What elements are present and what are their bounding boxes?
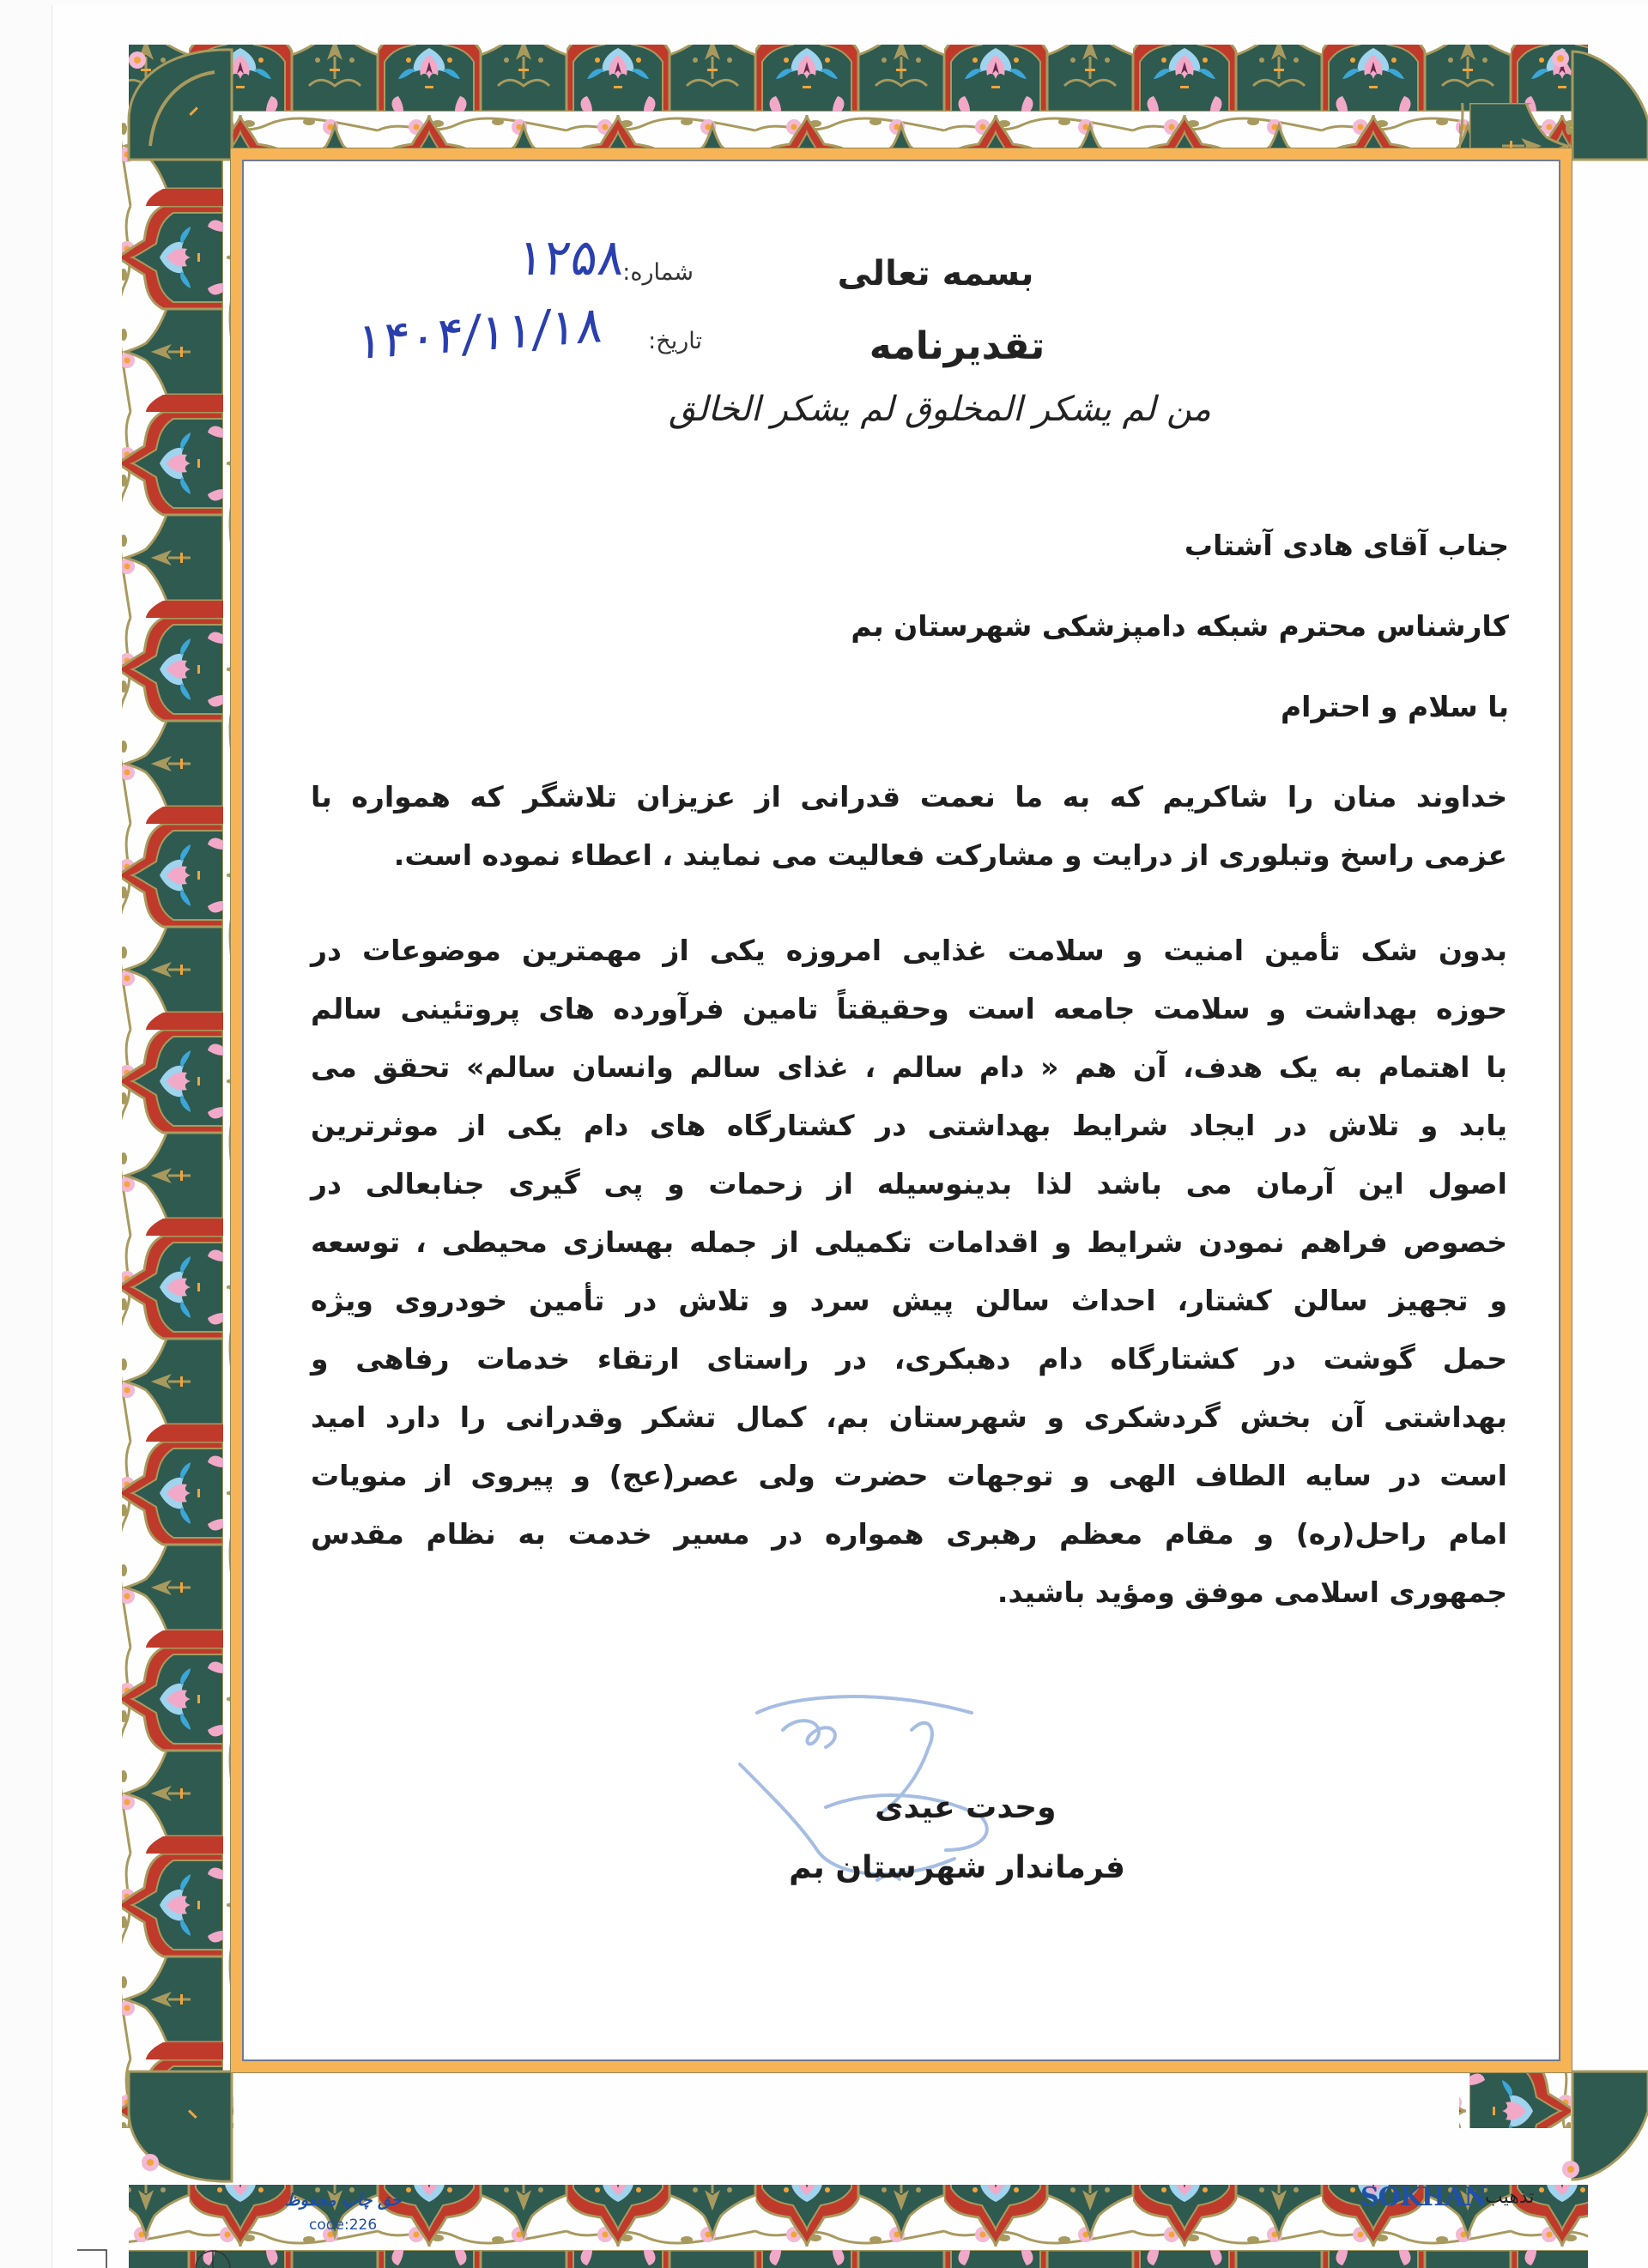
- paragraph-line: با اهتمام به یک هدف، آن هم « دام سالم ، غذای سالم وانسان سالم» تحقق می: [311, 1050, 1507, 1084]
- signatory-title: فرماندار شهرستان بم: [789, 1850, 1125, 1885]
- border-top: [129, 45, 1588, 156]
- paragraph-line: و تجهیز سالن کشتار، احداث سالن پیش سرد و تلاش در تأمین خودروی ویژه: [311, 1284, 1507, 1317]
- paragraph-line: جمهوری اسلامی موفق ومؤید باشید.: [997, 1576, 1507, 1609]
- date-value-handwritten: ۱۴۰۴/۱۱/۱۸: [354, 294, 606, 372]
- paragraph-line: یابد و تلاش در ایجاد شرایط بهداشتی در کشتارگاه های دام یکی از موثرترین: [311, 1109, 1507, 1142]
- paragraph-2: [311, 936, 1507, 1636]
- number-label: شماره:: [622, 259, 694, 286]
- copyright-notice: حق چاپ محفوظ: [285, 2191, 402, 2210]
- paragraph-1: [311, 780, 1507, 899]
- signatory-name: وحدت عیدی: [875, 1790, 1057, 1825]
- paragraph-line: بدون شک تأمین امنیت و سلامت غذایی امروزه یکی از مهمترین موضوعات در: [311, 934, 1507, 967]
- paragraph-line: امام راحل(ره) و مقام معظم رهبری همواره در مسیر خدمت به نظام مقدس: [311, 1517, 1507, 1551]
- registration-mark: [194, 2250, 232, 2268]
- paragraph-line: است در سایه الطاف الهی و توجهات حضرت ولی عصر(عج) و پیروی از منویات: [311, 1459, 1507, 1492]
- crop-mark: [76, 2248, 110, 2268]
- paragraph-line: حوزه بهداشت و سلامت جامعه است وحقیقتاً تامین فرآورده های پروتئینی سالم: [311, 992, 1507, 1025]
- paragraph-line: عزمی راسخ وتبلوری از درایت و مشارکت فعالیت می نمایند ، اعطاء نموده است.: [393, 838, 1507, 872]
- publisher-caption: تذهیب: [1485, 2186, 1535, 2208]
- date-label: تاریخ:: [648, 328, 702, 354]
- paragraph-line: اصول این آرمان می باشد لذا بدینوسیله از زحمات و پی گیری جنابعالی در: [311, 1167, 1507, 1201]
- product-code: code:226: [309, 2217, 378, 2234]
- number-value-handwritten: ۱۲۵۸: [514, 228, 628, 287]
- recipient-position: کارشناس محترم شبکه دامپزشکی شهرستان بم: [851, 609, 1509, 643]
- greeting: با سلام و احترام: [1280, 690, 1509, 723]
- publisher-logo: SOKHAN: [1360, 2182, 1487, 2212]
- border-left: [122, 103, 233, 2128]
- motto-calligraphy: من لم یشکر المخلوق لم یشکر الخالق: [669, 390, 1211, 429]
- corner-ornament-bottom-right: [1562, 2071, 1648, 2180]
- recipient-name: جناب آقای هادی آشتاب: [1184, 529, 1509, 562]
- corner-ornament-bottom-left: [129, 2071, 232, 2181]
- invocation-heading: بسمه تعالی: [837, 254, 1034, 293]
- paragraph-line: خصوص فراهم نمودن شرایط و اقدامات تکمیلی از جمله بهسازی محیطی ، توسعه: [311, 1225, 1507, 1259]
- letter-body: [242, 160, 1560, 2061]
- paragraph-line: حمل گوشت در کشتارگاه دام دهبکری، در راستای ارتقاء خدمات رفاهی و: [311, 1342, 1507, 1376]
- paragraph-line: خداوند منان را شاکریم که به ما نعمت قدرانی از عزیزان تلاشگر که همواره با: [311, 780, 1507, 813]
- paragraph-line: بهداشتی آن بخش گردشکری و شهرستان بم، کمال تشکر وقدرانی را دارد امید: [311, 1400, 1507, 1434]
- certificate-title: تقدیرنامه: [869, 324, 1045, 368]
